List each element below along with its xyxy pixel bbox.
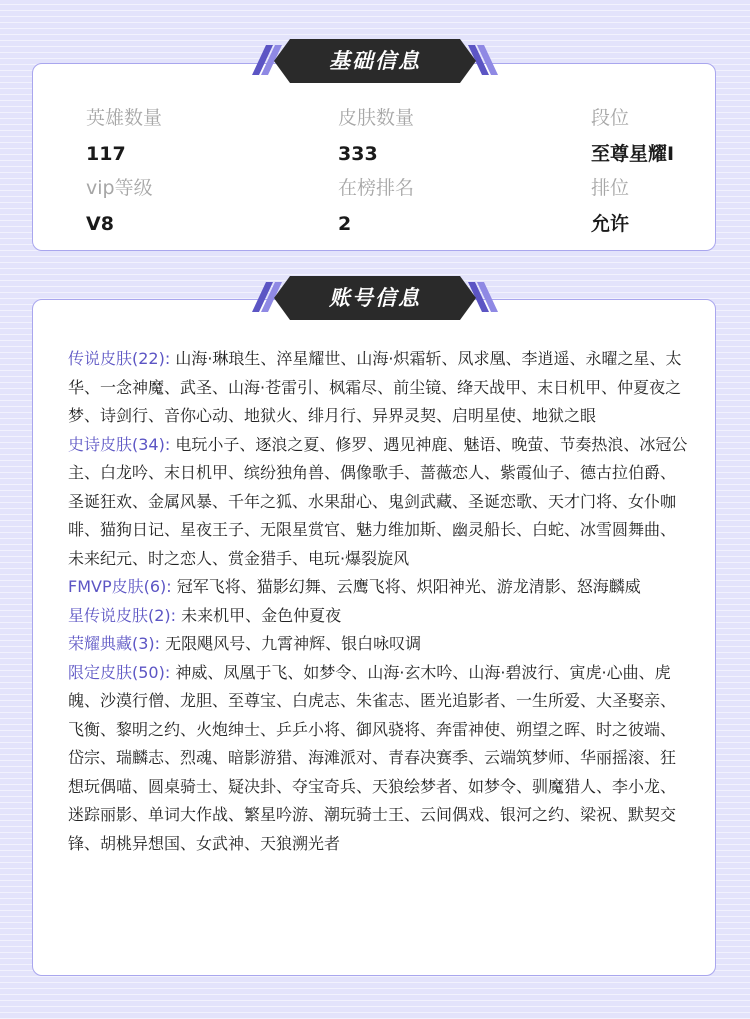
stat-value: V8 <box>86 213 114 235</box>
stat-label: 段位 <box>591 107 630 129</box>
skin-category-star-legendary <box>68 602 688 631</box>
skin-category-limited <box>68 659 688 859</box>
stat-rank-tier <box>591 106 674 166</box>
account-info-card <box>32 299 716 976</box>
stat-label: 排位 <box>591 177 630 199</box>
skin-category-label: 史诗皮肤(34): <box>68 434 171 454</box>
skin-category-label: FMVP皮肤(6): <box>68 577 172 596</box>
stat-value: 333 <box>338 143 378 165</box>
basic-info-card <box>32 63 716 251</box>
section-title: 基础信息 <box>329 49 421 73</box>
stat-ranked-allowed <box>591 176 629 236</box>
stat-value: 117 <box>86 143 126 165</box>
skin-category-label: 星传说皮肤(2): <box>68 605 177 625</box>
skin-category-label: 荣耀典藏(3): <box>68 634 161 653</box>
skin-category-items: 电玩小子、逐浪之夏、修罗、遇见神鹿、魅语、晚萤、节奏热浪、冰冠公主、白龙吟、末日机甲、缤纷独角兽、偶像歌手、蔷薇恋人、紫霞仙子、德古拉伯爵、圣诞狂欢、金属风暴、千年之狐、水果甜心、鬼剑武藏、圣诞恋歌、天才门将、女仆咖啡、猫狗日记、星夜王子、无限星赏官、魅力维加斯、幽灵船长、白蛇、冰雪圆舞曲、未来纪元、时之恋人、赏金猎手、电玩·爆裂旋风 <box>68 434 688 568</box>
stat-label: 皮肤数量 <box>338 107 415 129</box>
skin-category-items: 冠军飞将、猫影幻舞、云鹰飞将、炽阳神光、游龙清影、怒海麟威 <box>176 577 641 596</box>
skin-category-epic <box>68 431 688 574</box>
skin-category-label: 传说皮肤(22): <box>68 349 171 368</box>
skin-category-items: 山海·琳琅生、淬星耀世、山海·炽霜斩、凤求凰、李逍遥、永曜之星、太华、一念神魔、武圣、山海·苍雷引、枫霜尽、前尘镜、绛天战甲、末日机甲、仲夏夜之梦、诗剑行、音你心动、地狱火、绯月行、异界灵契、启明星使、地狱之眼 <box>68 349 682 425</box>
stat-leaderboard-rank <box>338 176 414 236</box>
skin-category-label: 限定皮肤(50): <box>68 662 171 682</box>
stat-label: 在榜排名 <box>338 177 415 199</box>
section-title: 账号信息 <box>329 286 421 310</box>
skin-category-legendary <box>68 345 688 431</box>
skin-category-fmvp <box>68 573 688 602</box>
account-info-banner <box>250 276 500 320</box>
skin-category-items: 无限飓风号、九霄神辉、银白咏叹调 <box>165 634 422 653</box>
stat-value: 2 <box>338 213 352 235</box>
skin-category-items: 神威、凤凰于飞、如梦令、山海·玄木吟、山海·碧波行、寅虎·心曲、虎魄、沙漠行僧、龙胆、至尊宝、白虎志、朱雀志、匿光追影者、一生所爱、大圣娶亲、飞衡、黎明之约、火炮绅士、乒乒小将、御风骁将、奔雷神使、朔望之晖、时之彼端、岱宗、瑞麟志、烈魂、暗影游猎、海滩派对、青春决赛季、云端筑梦师、华丽摇滚、狂想玩偶喵、圆桌骑士、疑决卦、夺宝奇兵、天狼绘梦者、如梦令、驯魔猎人、李小龙、迷踪丽影、单词大作战、繁星吟游、潮玩骑士王、云间偶戏、银河之约、梁祝、默契交锋、胡桃异想国、女武神、天狼溯光者 <box>68 662 677 853</box>
stat-skin-count <box>338 106 414 166</box>
stat-label: 英雄数量 <box>86 107 163 129</box>
stat-value: 允许 <box>591 213 630 235</box>
stat-value: 至尊星耀I <box>591 143 675 165</box>
skin-list <box>68 345 688 858</box>
basic-info-banner <box>250 39 500 83</box>
stat-label: vip等级 <box>86 177 153 199</box>
skin-category-glory-collection <box>68 630 688 659</box>
stat-vip-level <box>86 176 153 236</box>
stat-hero-count <box>86 106 162 166</box>
skin-category-items: 未来机甲、金色仲夏夜 <box>181 605 342 625</box>
